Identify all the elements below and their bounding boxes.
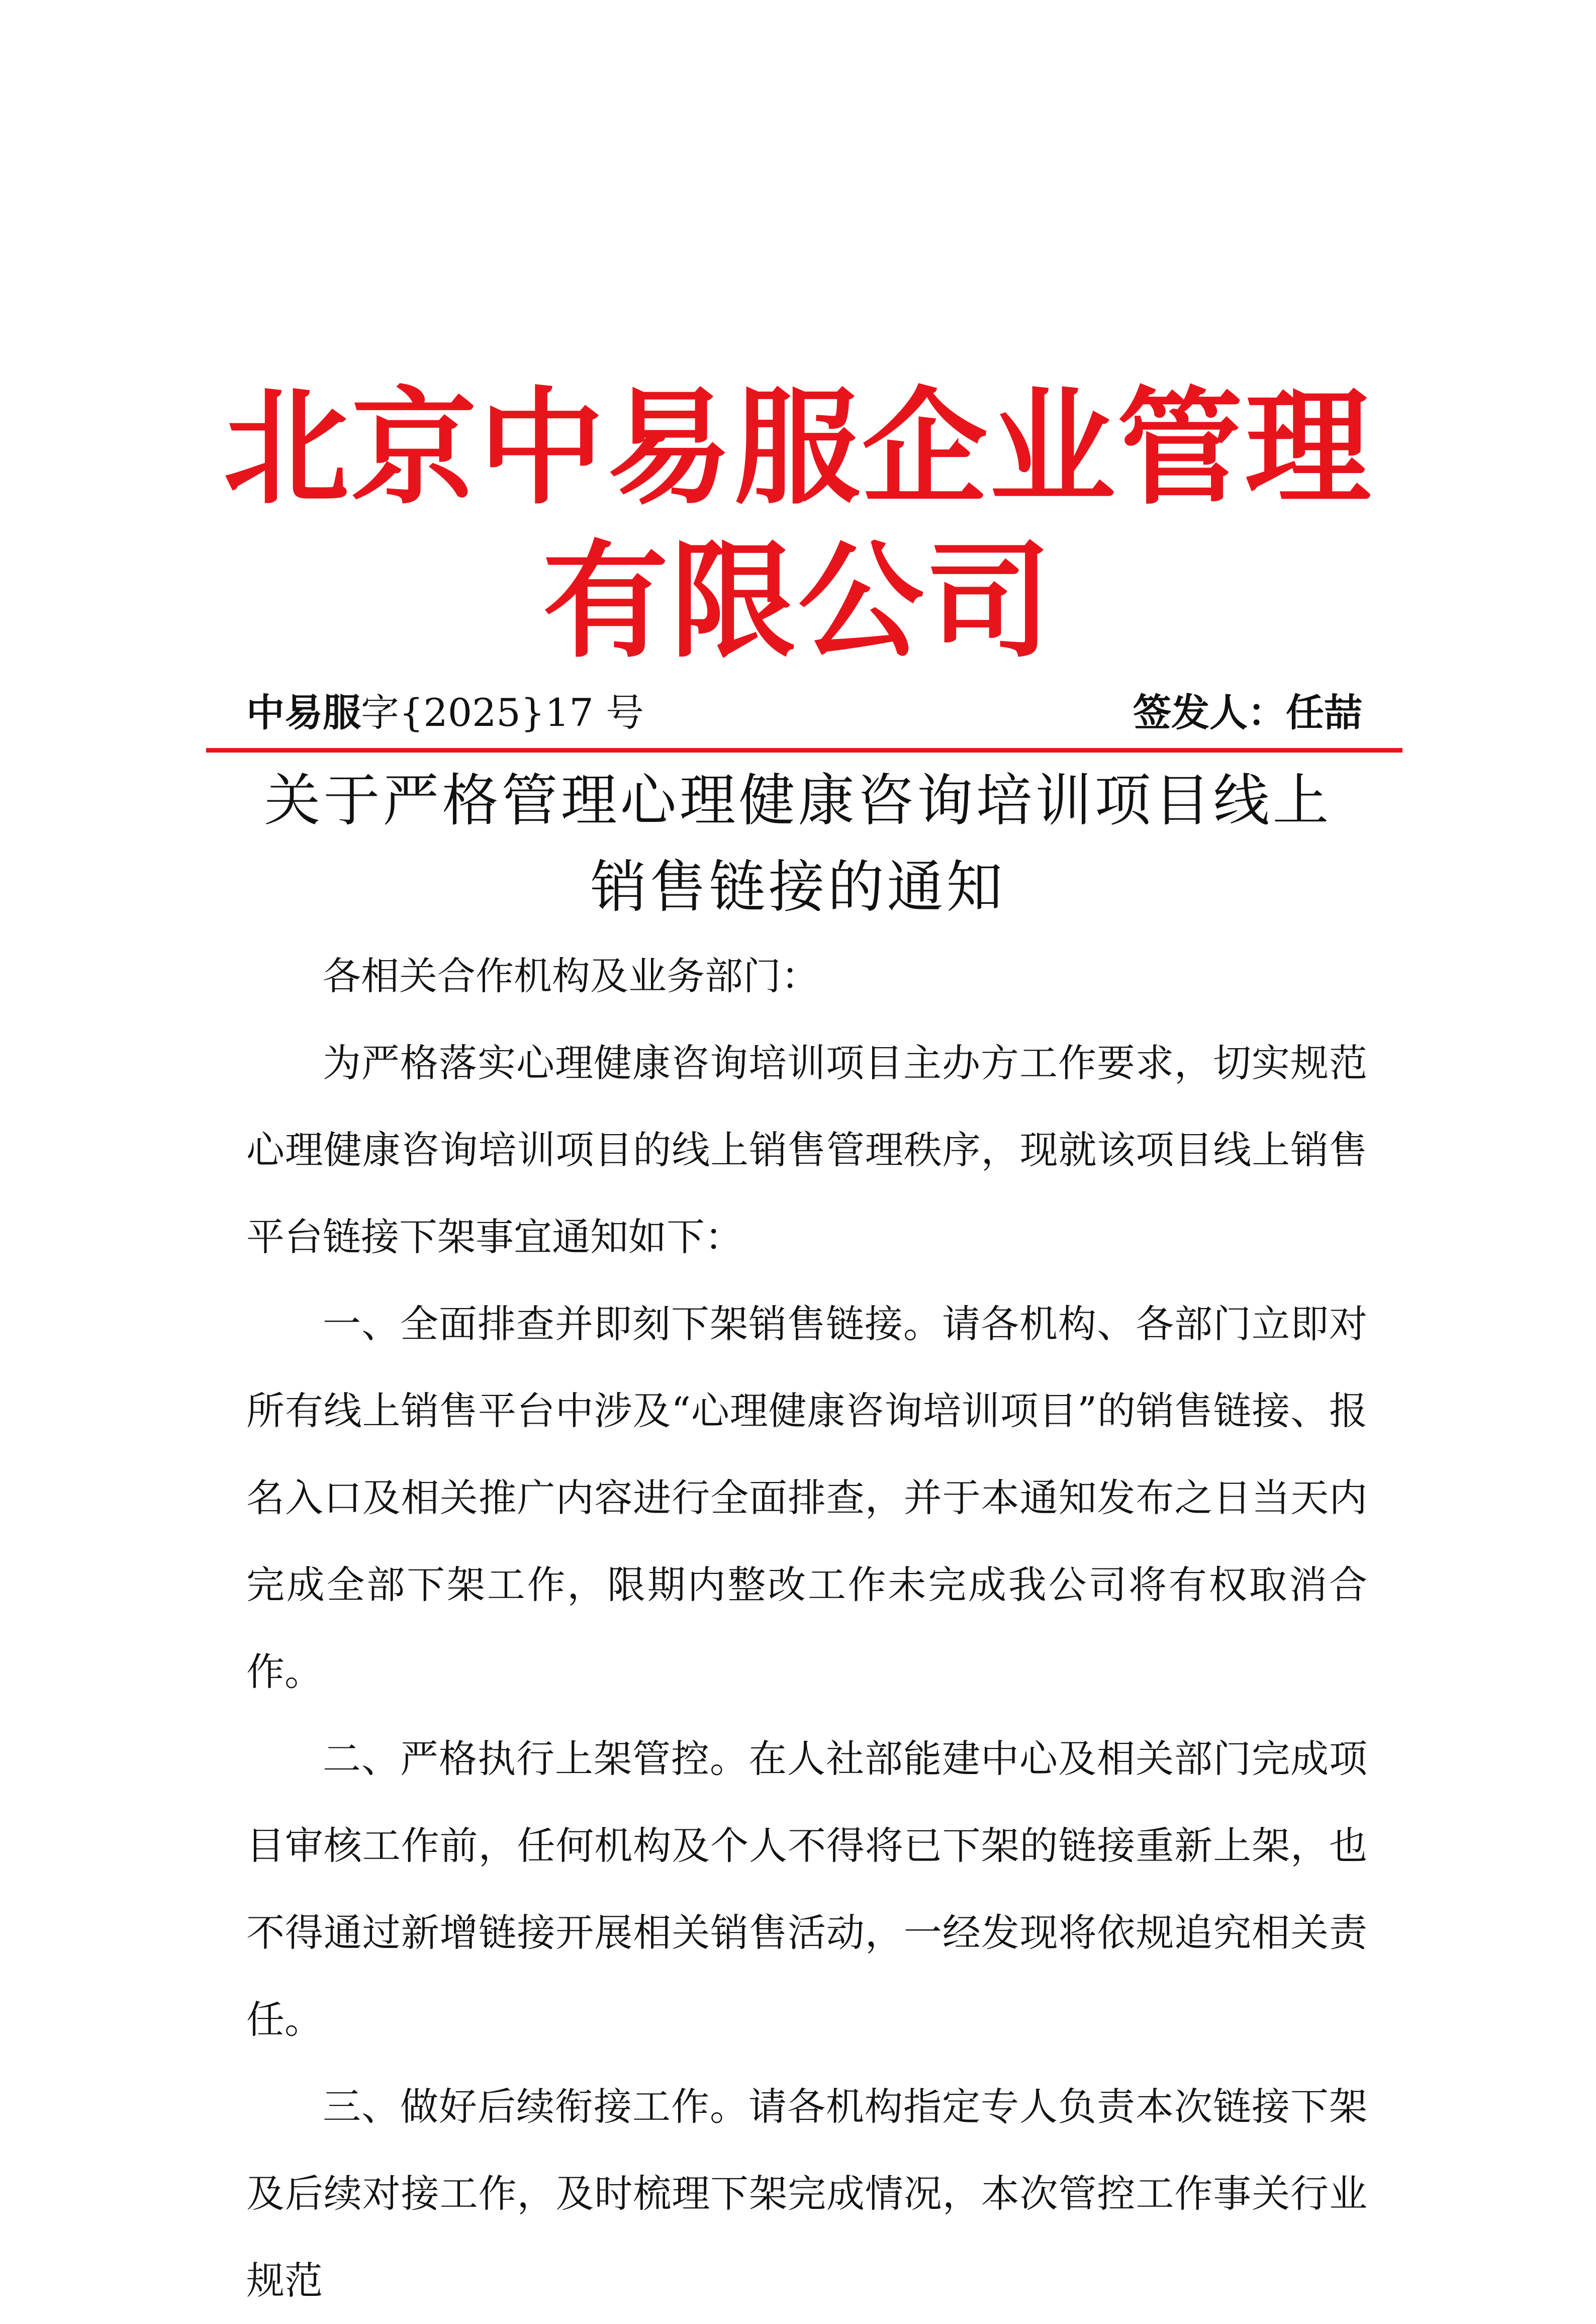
red-divider-rule [206,748,1402,753]
document-number [246,683,644,743]
signer: 签发人：任喆 [1133,690,1362,735]
body-paragraph: 一、全面排查并即刻下架销售链接。请各机构、各部门立即对所有线上销售平台中涉及“心理健康咨询培训项目”的销售链接、报名入口及相关推广内容进行全面排查，并于本通知发布之日当天内完成全部下架工作，限期内整改工作未完成我公司将有权取消合作。 [246,1302,1367,1694]
body-paragraph: 二、严格执行上架管控。在人社部能建中心及相关部门完成项目审核工作前，任何机构及个人不得将已下架的链接重新上架，也不得通过新增链接开展相关销售活动，一经发现将依规追究相关责任。 [246,1736,1367,2042]
body-paragraph: 为严格落实心理健康咨询培训项目主办方工作要求，切实规范心理健康咨询培训项目的线上销售管理秩序，现就该项目线上销售平台链接下架事宜通知如下： [246,1041,1367,1259]
org-name-line2: 有限公司 [542,527,1054,675]
document-number-rest: 字{2025}17 号 [361,690,644,735]
body-paragraph: 三、做好后续衔接工作。请各机构指定专人负责本次链接下架及后续对接工作，及时梳理下架完成情况，本次管控工作事关行业规范 [246,2084,1367,2303]
org-name-line1: 北京中易服企业管理 [223,374,1373,521]
notice-title-line2: 销售链接的通知 [590,855,1006,920]
document-number-prefix: 中易服 [246,690,361,735]
document-meta-row [246,683,1362,743]
notice-body [246,933,1367,2324]
notice-title-line1: 关于严格管理心理健康咨询培训项目线上 [264,768,1332,833]
salutation-paragraph: 各相关合作机构及业务部门： [323,954,819,998]
